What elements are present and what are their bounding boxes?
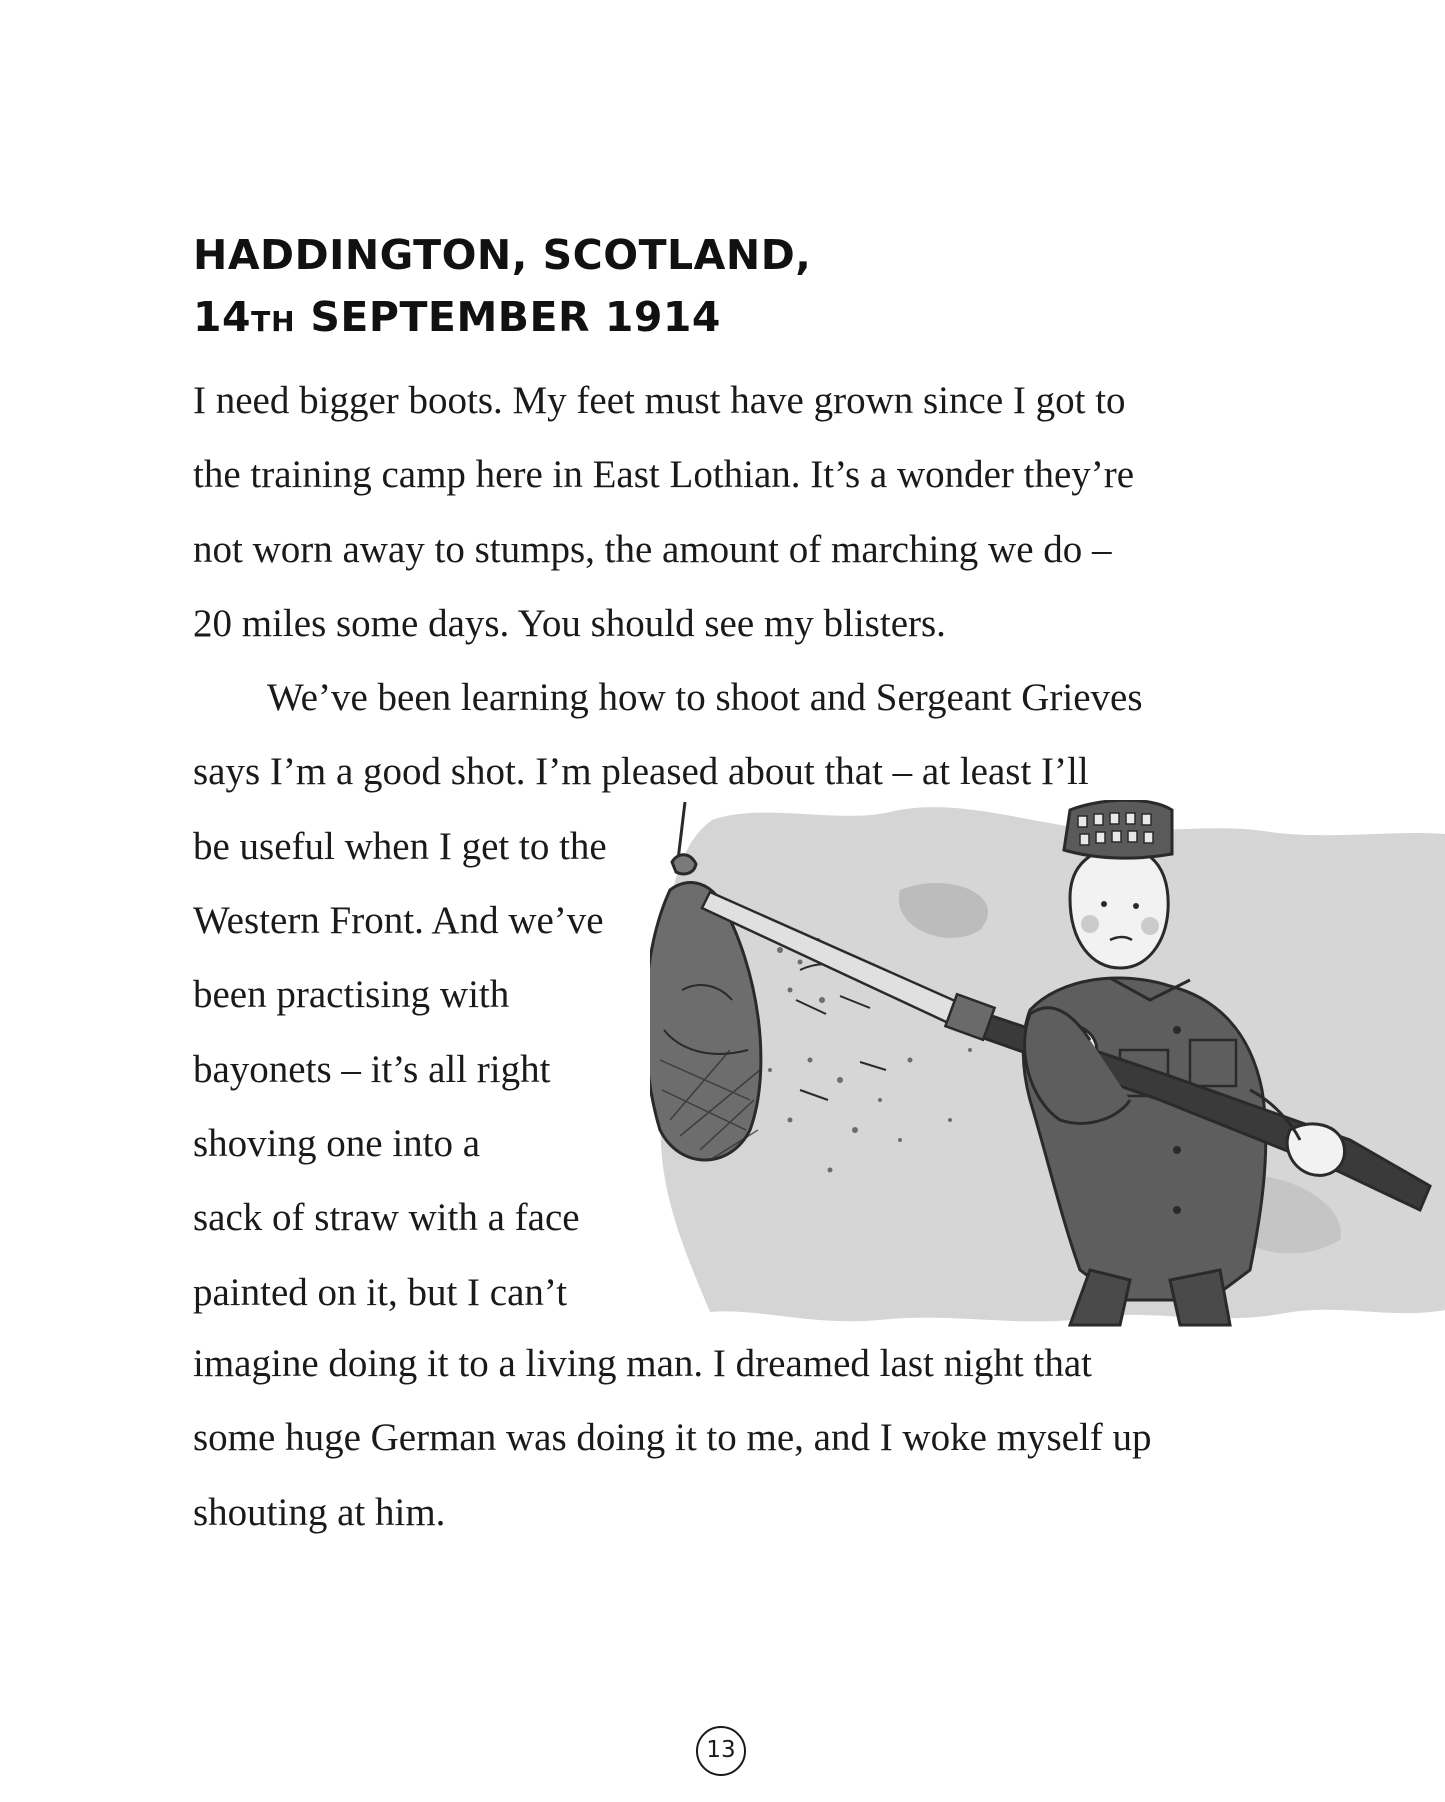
text-line: says I’m a good shot. I’m pleased about that – at least I’ll bbox=[193, 750, 1089, 794]
text-line: painted on it, but I can’t bbox=[193, 1270, 568, 1314]
text-line: some huge German was doing it to me, and I woke myself up bbox=[193, 1416, 1152, 1460]
text-line: bayonets – it’s all right bbox=[193, 1047, 551, 1091]
page-number: 13 bbox=[696, 1726, 746, 1776]
soldier-bayonet-illustration bbox=[650, 800, 1445, 1330]
text-line: We’ve been learning how to shoot and Sergeant Grieves bbox=[267, 676, 1143, 720]
diary-text-bottom bbox=[193, 1327, 1313, 1550]
heading-date bbox=[193, 286, 811, 353]
heading-place: HADDINGTON, SCOTLAND, bbox=[193, 231, 812, 279]
text-line: 20 miles some days. You should see my blisters. bbox=[193, 601, 946, 645]
entry-heading bbox=[193, 224, 811, 353]
heading-month-year: SEPTEMBER 1914 bbox=[295, 293, 721, 341]
text-line: been practising with bbox=[193, 973, 510, 1017]
text-line: Western Front. And we’ve bbox=[193, 899, 604, 943]
heading-day: 14 bbox=[193, 293, 252, 341]
text-line: I need bigger boots. My feet must have grown since I got to bbox=[193, 379, 1126, 422]
text-line: shouting at him. bbox=[193, 1490, 446, 1534]
text-line: sack of straw with a face bbox=[193, 1196, 580, 1240]
heading-day-suffix: TH bbox=[251, 305, 296, 338]
text-line: shoving one into a bbox=[193, 1121, 481, 1165]
text-line: be useful when I get to the bbox=[193, 824, 607, 868]
text-line: not worn away to stumps, the amount of marching we do – bbox=[193, 527, 1112, 571]
text-line: the training camp here in East Lothian. It’s a wonder they’re bbox=[193, 453, 1135, 497]
text-line: imagine doing it to a living man. I dreamed last night that bbox=[193, 1342, 1092, 1385]
